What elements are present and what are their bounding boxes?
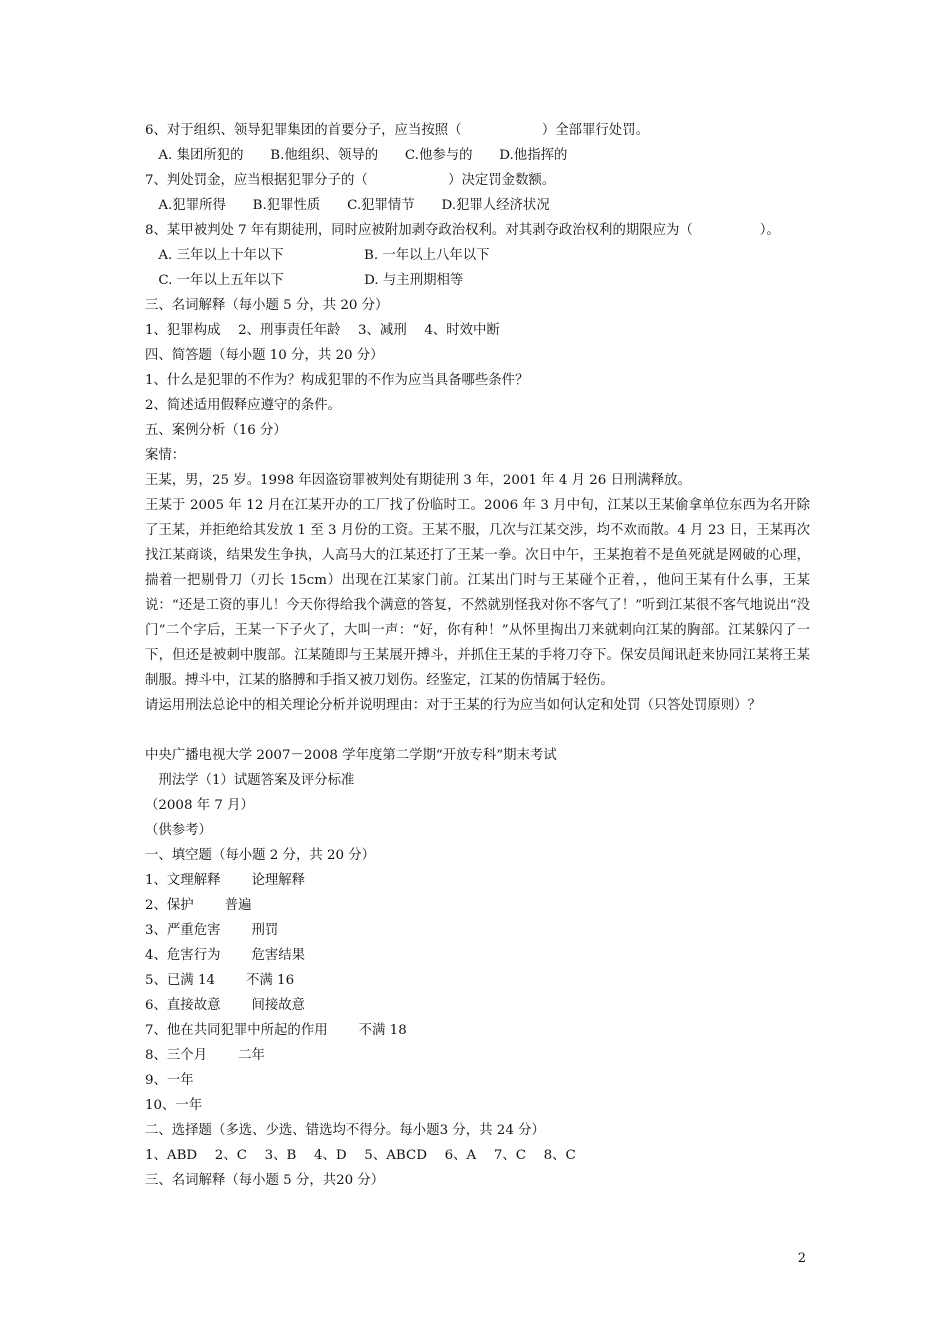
case-paragraph-2: 王某于 2005 年 12 月在江某开办的工厂找了份临时工。2006 年 3 月中旬，江某以王某偷拿单位东西为名开除了王某，并拒绝给其发放 1 至 3 月份的工资。王某不服，几次与江某交涉，均不欢而散。4 月 23 日，王某再次找江某商谈，结果发生争执，人高马大的江某还打了王某一拳。次日中午，王某抱着不是鱼死就是网破的心理，揣着一把剔骨刀（刃长 15cm）出现在江某家门前。江某出门时与王某碰个正着，，他问王某有什么事，王某说：“还是工资的事儿！今天你得给我个满意的答复，不然就别怪我对你不客气了！”听到江某很不客气地说出“没门”二个字后，王某一下子火了，大叫一声：“好，你有种！”从怀里掏出刀来就刺向江某的胸部。江某躲闪了一下，但还是被刺中腹部。江某随即与王某展开搏斗，并抓住王某的手将刀夺下。保安员闻讯赶来协同江某将王某制服。搏斗中，江某的胳膊和手指又被刀划伤。经鉴定，江某的伤情属于轻伤。 xyxy=(145,498,810,688)
case-question: 请运用刑法总论中的相关理论分析并说明理由：对于王某的行为应当如何认定和处罚（只答处罚原则）？ xyxy=(145,698,761,713)
fill-answer-9: 9、一年 xyxy=(145,1073,194,1088)
section-3-items: 1、犯罪构成 2、刑事责任年龄 3、减刑 4、时效中断 xyxy=(145,323,500,338)
question-6: 6、对于组织、领导犯罪集团的首要分子，应当按照（ ）全部罪行处罚。 xyxy=(145,123,649,138)
fill-answer-6: 6、直接故意 间接故意 xyxy=(145,998,306,1013)
page-content xyxy=(145,118,810,1193)
question-8-options-cd: C. 一年以上五年以下 D. 与主刑期相等 xyxy=(145,273,464,288)
section-5-heading: 五、案例分析（16 分） xyxy=(145,423,287,438)
answers-date: （2008 年 7 月） xyxy=(145,798,254,813)
fill-answer-4: 4、危害行为 危害结果 xyxy=(145,948,306,963)
answers-subtitle: 刑法学（1）试题答案及评分标准 xyxy=(145,773,355,788)
question-7-options: A.犯罪所得 B.犯罪性质 C.犯罪情节 D.犯罪人经济状况 xyxy=(145,198,550,213)
choice-heading: 二、选择题（多选、少选、错选均不得分。每小题3 分，共 24 分） xyxy=(145,1123,545,1138)
fill-heading: 一、填空题（每小题 2 分，共 20 分） xyxy=(145,848,376,863)
question-7: 7、判处罚金，应当根据犯罪分子的（ ）决定罚金数额。 xyxy=(145,173,556,188)
question-8-options-ab: A. 三年以上十年以下 B. 一年以上八年以下 xyxy=(145,248,490,263)
section-4-heading: 四、简答题（每小题 10 分，共 20 分） xyxy=(145,348,384,363)
fill-answer-5: 5、已满 14 不满 16 xyxy=(145,973,295,988)
fill-answer-7: 7、他在共同犯罪中所起的作用 不满 18 xyxy=(145,1023,407,1038)
fill-answer-8: 8、三个月 二年 xyxy=(145,1048,265,1063)
page-number: 2 xyxy=(797,1251,806,1266)
answers-title: 中央广播电视大学 2007－2008 学年度第二学期“开放专科”期末考试 xyxy=(145,748,557,763)
question-8: 8、某甲被判处 7 年有期徒刑，同时应被附加剥夺政治权利。对其剥夺政治权利的期限应为（ ）。 xyxy=(145,223,780,238)
choice-answers: 1、ABD 2、C 3、B 4、D 5、ABCD 6、A 7、C 8、C xyxy=(145,1148,576,1163)
section-4-item-2: 2、简述适用假释应遵守的条件。 xyxy=(145,398,341,413)
fill-answer-3: 3、严重危害 刑罚 xyxy=(145,923,279,938)
answers-note: （供参考） xyxy=(145,823,212,838)
fill-answer-1: 1、文理解释 论理解释 xyxy=(145,873,306,888)
section-3-heading: 三、名词解释（每小题 5 分，共 20 分） xyxy=(145,298,389,313)
spacer xyxy=(145,718,810,743)
case-label: 案情： xyxy=(145,448,186,463)
section-4-item-1: 1、什么是犯罪的不作为？构成犯罪的不作为应当具备哪些条件？ xyxy=(145,373,529,388)
fill-answer-10: 10、一年 xyxy=(145,1098,203,1113)
question-6-options: A. 集团所犯的 B.他组织、领导的 C.他参与的 D.他指挥的 xyxy=(145,148,568,163)
case-paragraph-1: 王某，男，25 岁。1998 年因盗窃罪被判处有期徒刑 3 年，2001 年 4 月 26 日刑满释放。 xyxy=(145,473,691,488)
fill-answer-2: 2、保护 普遍 xyxy=(145,898,252,913)
term-heading: 三、名词解释（每小题 5 分，共20 分） xyxy=(145,1173,385,1188)
